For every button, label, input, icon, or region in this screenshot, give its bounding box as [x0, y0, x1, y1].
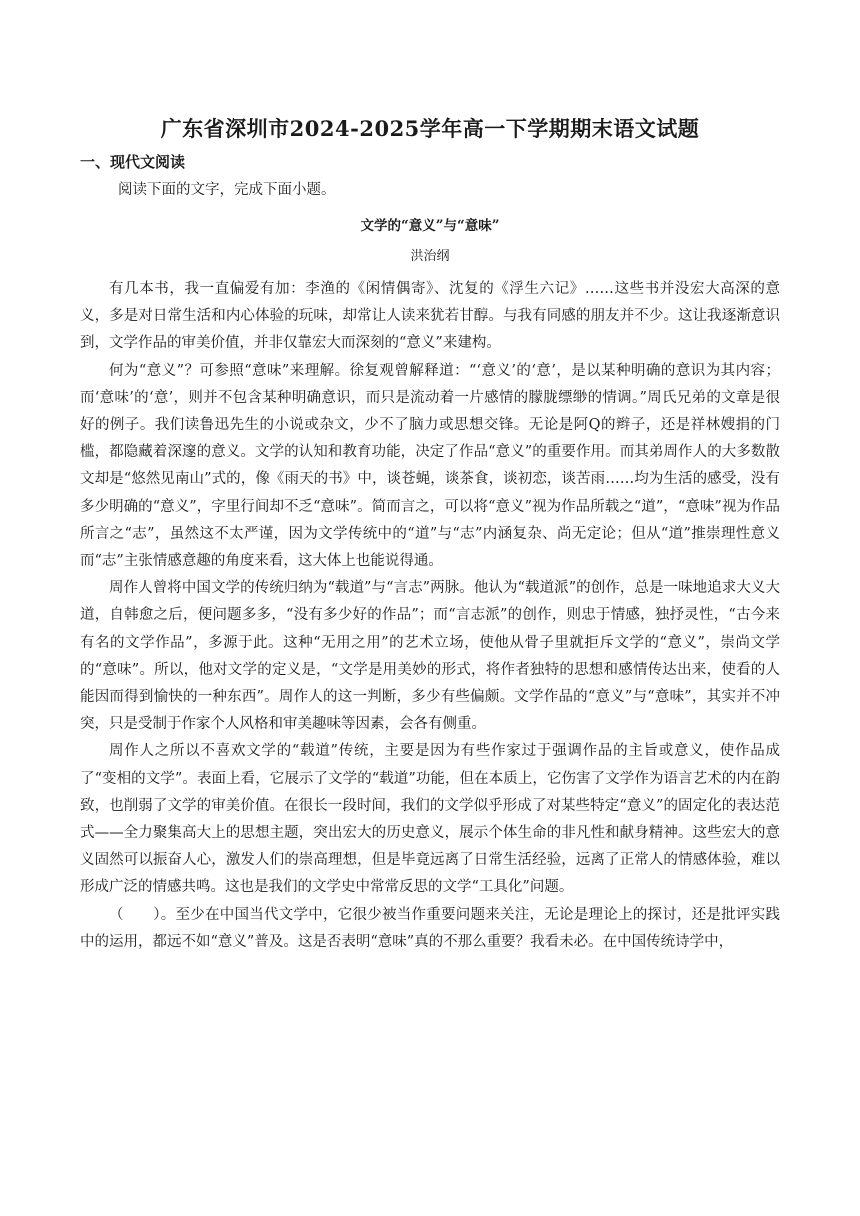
reading-instruction: 阅读下面的文字，完成下面小题。: [118, 182, 336, 198]
paragraph: 周作人之所以不喜欢文学的“载道”传统，主要是因为有些作家过于强调作品的主旨或意义，使作品成了“变相的文学”。表面上看，它展示了文学的“载道”功能，但在本质上，它伤害了文学作为语言艺术的内在韵致，也削弱了文学的审美价值。在很长一段时间，我们的文学似乎形成了对某些特定“意义”的固定化的表达范式——全力聚集高大上的思想主题，突出宏大的历史意义，展示个体生命的非凡性和献身精神。这些宏大的意义固然可以振奋人心，激发人们的崇高理想，但是毕竟远离了日常生活经验，远离了正常人的情感体验，难以形成广泛的情感共鸣。这也是我们的文学史中常常反思的文学“工具化”问题。: [80, 743, 780, 896]
paragraph: 何为“意义”？可参照“意味”来理解。徐复观曾解释道：“‘意义’的‘意’，是以某种明确的意识为其内容；而‘意味’的‘意’，则并不包含某种明确意识，而只是流动着一片感情的朦胧缥缈的情调。”周氏兄弟的文章是很好的例子。我们读鲁迅先生的小说或杂文，少不了脑力或思想交锋。无论是阿Q的辫子，还是祥林嫂捐的门槛，都隐藏着深邃的意义。文学的认知和教育功能，决定了作品“意义”的重要作用。而其弟周作人的大多数散文却是“悠然见南山”式的，像《雨天的书》中，谈苍蝇，谈茶食，谈初恋，谈苦雨……均为生活的感受，没有多少明确的“意义”，字里行间却不乏“意味”。简而言之，可以将“意义”视为作品所载之“道”，“意味”视为作品所言之“志”，虽然这不太严谨，因为文学传统中的“道”与“志”内涵复杂、尚无定论；但从“道”推崇理性意义而“志”主张情感意趣的角度来看，这大体上也能说得通。: [80, 362, 780, 570]
paragraph: 周作人曾将中国文学的传统归纳为“载道”与“言志”两脉。他认为“载道派”的创作，总是一味地追求大义大道，自韩愈之后，便问题多多，“没有多少好的作品”；而“言志派”的创作，则忠于情感，独抒灵性，“古今来有名的文学作品”，多源于此。这种“无用之用”的艺术立场，使他从骨子里就拒斥文学的“意义”，崇尚文学的“意味”。所以，他对文学的定义是，“文学是用美妙的形式，将作者独特的思想和感情传达出来，使看的人能因而得到愉快的一种东西”。周作人的这一判断，多少有些偏颇。文学作品的“意义”与“意味”，其实并不冲突，只是受制于作家个人风格和审美趣味等因素，会各有侧重。: [80, 580, 780, 733]
article-author: 洪治纲: [410, 249, 450, 264]
section-heading: 一、现代文阅读: [80, 153, 186, 171]
document-title: 广东省深圳市2024-2025学年高一下学期期末语文试题: [160, 116, 700, 141]
paragraph: （ ）。至少在中国当代文学中，它很少被当作重要问题来关注，无论是理论上的探讨，还是批评实践中的运用，都远不如“意义”普及。这是否表明“意味”真的不那么重要？我看未必。在中国传统诗学中，: [80, 906, 780, 950]
paragraph: 有几本书，我一直偏爱有加：李渔的《闲情偶寄》、沈复的《浮生六记》……这些书并没宏大高深的意义，多是对日常生活和内心体验的玩味，却常让人读来犹若甘醇。与我有同感的朋友并不少。这让我逐渐意识到，文学作品的审美价值，并非仅靠宏大而深刻的“意义”来建构。: [80, 281, 780, 352]
article-title: 文学的“意义”与“意味”: [360, 218, 500, 234]
article-body: [80, 276, 780, 956]
